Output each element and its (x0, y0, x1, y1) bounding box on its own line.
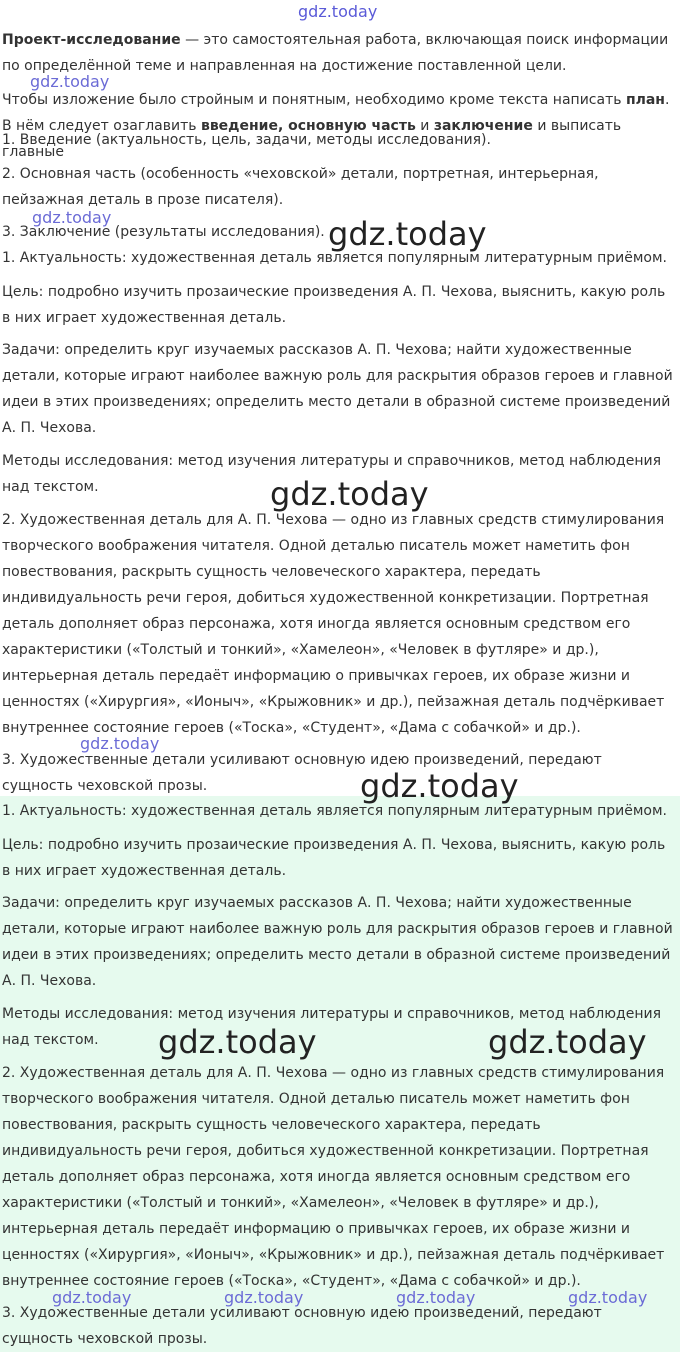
watermark: gdz.today (396, 1288, 476, 1307)
watermark: gdz.today (328, 215, 487, 253)
clipped-bold-2: заключение (433, 118, 533, 134)
watermark: gdz.today (158, 1023, 317, 1061)
watermark: gdz.today (568, 1288, 648, 1307)
clipped-after: и выписать главные (2, 118, 622, 160)
methods-paragraph: Методы исследования: метод изучения литературы и справочников, метод наблюдения над текстом. (2, 453, 662, 495)
methods-paragraph: Методы исследования: метод изучения литературы и справочников, метод наблюдения над текстом. (2, 1006, 662, 1048)
watermark: gdz.today (52, 1288, 132, 1307)
clipped-text: В нём следует озаглавить (2, 118, 201, 134)
watermark: gdz.today (32, 208, 112, 227)
conclusion-paragraph: 3. Художественные детали усиливают основную идею произведений, передают сущность чеховской прозы. (2, 1305, 602, 1347)
watermark: gdz.today (298, 2, 378, 21)
clipped-and: и (415, 118, 434, 134)
plan-sentence-text: Чтобы изложение было стройным и понятным, необходимо кроме текста написать (2, 92, 626, 108)
actuality-paragraph: 1. Актуальность: художественная деталь является популярным литературным приёмом. (2, 250, 667, 266)
plan-sentence-end: . (664, 92, 670, 108)
main-part-paragraph: 2. Художественная деталь для А. П. Чехова — одно из главных средств стимулирования творческого воображения читателя. Одной деталью писатель может наметить фон повествования, раскрыть сущность человеческого характера, передать индивидуальность речи героя, добиться художественной конкретизации. Портретная деталь дополняет образ персонажа, хотя иногда является основным средством его характеристики («Толстый и тонкий», «Хамелеон», «Человек в футляре» и др.), интерьерная деталь передаёт информацию о привычках героев, их образе жизни и ценностях («Хирургия», «Ионыч», «Крыжовник» и др.), пейзажная деталь подчёркивает внутреннее состояние героев («Тоска», «Студент», «Дама с собачкой» и др.). (2, 512, 665, 736)
definition-text: — это самостоятельная работа, включающая поиск информации по определённой теме и направленная на достижение поставленной цели. (2, 32, 669, 74)
main-part-paragraph: 2. Художественная деталь для А. П. Чехова — одно из главных средств стимулирования творческого воображения читателя. Одной деталью писатель может наметить фон повествования, раскрыть сущность человеческого характера, передать индивидуальность речи героя, добиться художественной конкретизации. Портретная деталь дополняет образ персонажа, хотя иногда является основным средством его характеристики («Толстый и тонкий», «Хамелеон», «Человек в футляре» и др.), интерьерная деталь передаёт информацию о привычках героев, их образе жизни и ценностях («Хирургия», «Ионыч», «Крыжовник» и др.), пейзажная деталь подчёркивает внутреннее состояние героев («Тоска», «Студент», «Дама с собачкой» и др.). (2, 1065, 665, 1289)
goal-paragraph: Цель: подробно изучить прозаические произведения А. П. Чехова, выяснить, какую роль в них играет художественная деталь. (2, 837, 666, 879)
watermark: gdz.today (224, 1288, 304, 1307)
watermark: gdz.today (80, 734, 160, 753)
plan-word: план (625, 92, 665, 108)
conclusion-paragraph: 3. Художественные детали усиливают основную идею произведений, передают сущность чеховской прозы. (2, 752, 602, 794)
actuality-paragraph: 1. Актуальность: художественная деталь является популярным литературным приёмом. (2, 803, 667, 819)
clipped-bold: введение, основную часть (200, 118, 416, 134)
watermark: gdz.today (488, 1023, 647, 1061)
watermark: gdz.today (30, 72, 110, 91)
term-bold: Проект-исследование (2, 32, 181, 48)
plan-item-2: 2. Основная часть (особенность «чеховской» детали, портретная, интерьерная, пейзажная деталь в прозе писателя). (2, 166, 599, 208)
watermark: gdz.today (360, 767, 519, 805)
goal-paragraph: Цель: подробно изучить прозаические произведения А. П. Чехова, выяснить, какую роль в них играет художественная деталь. (2, 284, 666, 326)
plan-item-1: 1. Введение (актуальность, цель, задачи, методы исследования). (2, 132, 491, 148)
plan-item-3: 3. Заключение (результаты исследования). (2, 224, 325, 240)
tasks-paragraph: Задачи: определить круг изучаемых рассказов А. П. Чехова; найти художественные детали, которые играют наиболее важную роль для раскрытия образов героев и главной идеи в этих произведениях; определить место детали в образной системе произведений А. П. Чехова. (2, 342, 673, 436)
watermark: gdz.today (270, 475, 429, 513)
tasks-paragraph: Задачи: определить круг изучаемых рассказов А. П. Чехова; найти художественные детали, которые играют наиболее важную роль для раскрытия образов героев и главной идеи в этих произведениях; определить место детали в образной системе произведений А. П. Чехова. (2, 895, 673, 989)
